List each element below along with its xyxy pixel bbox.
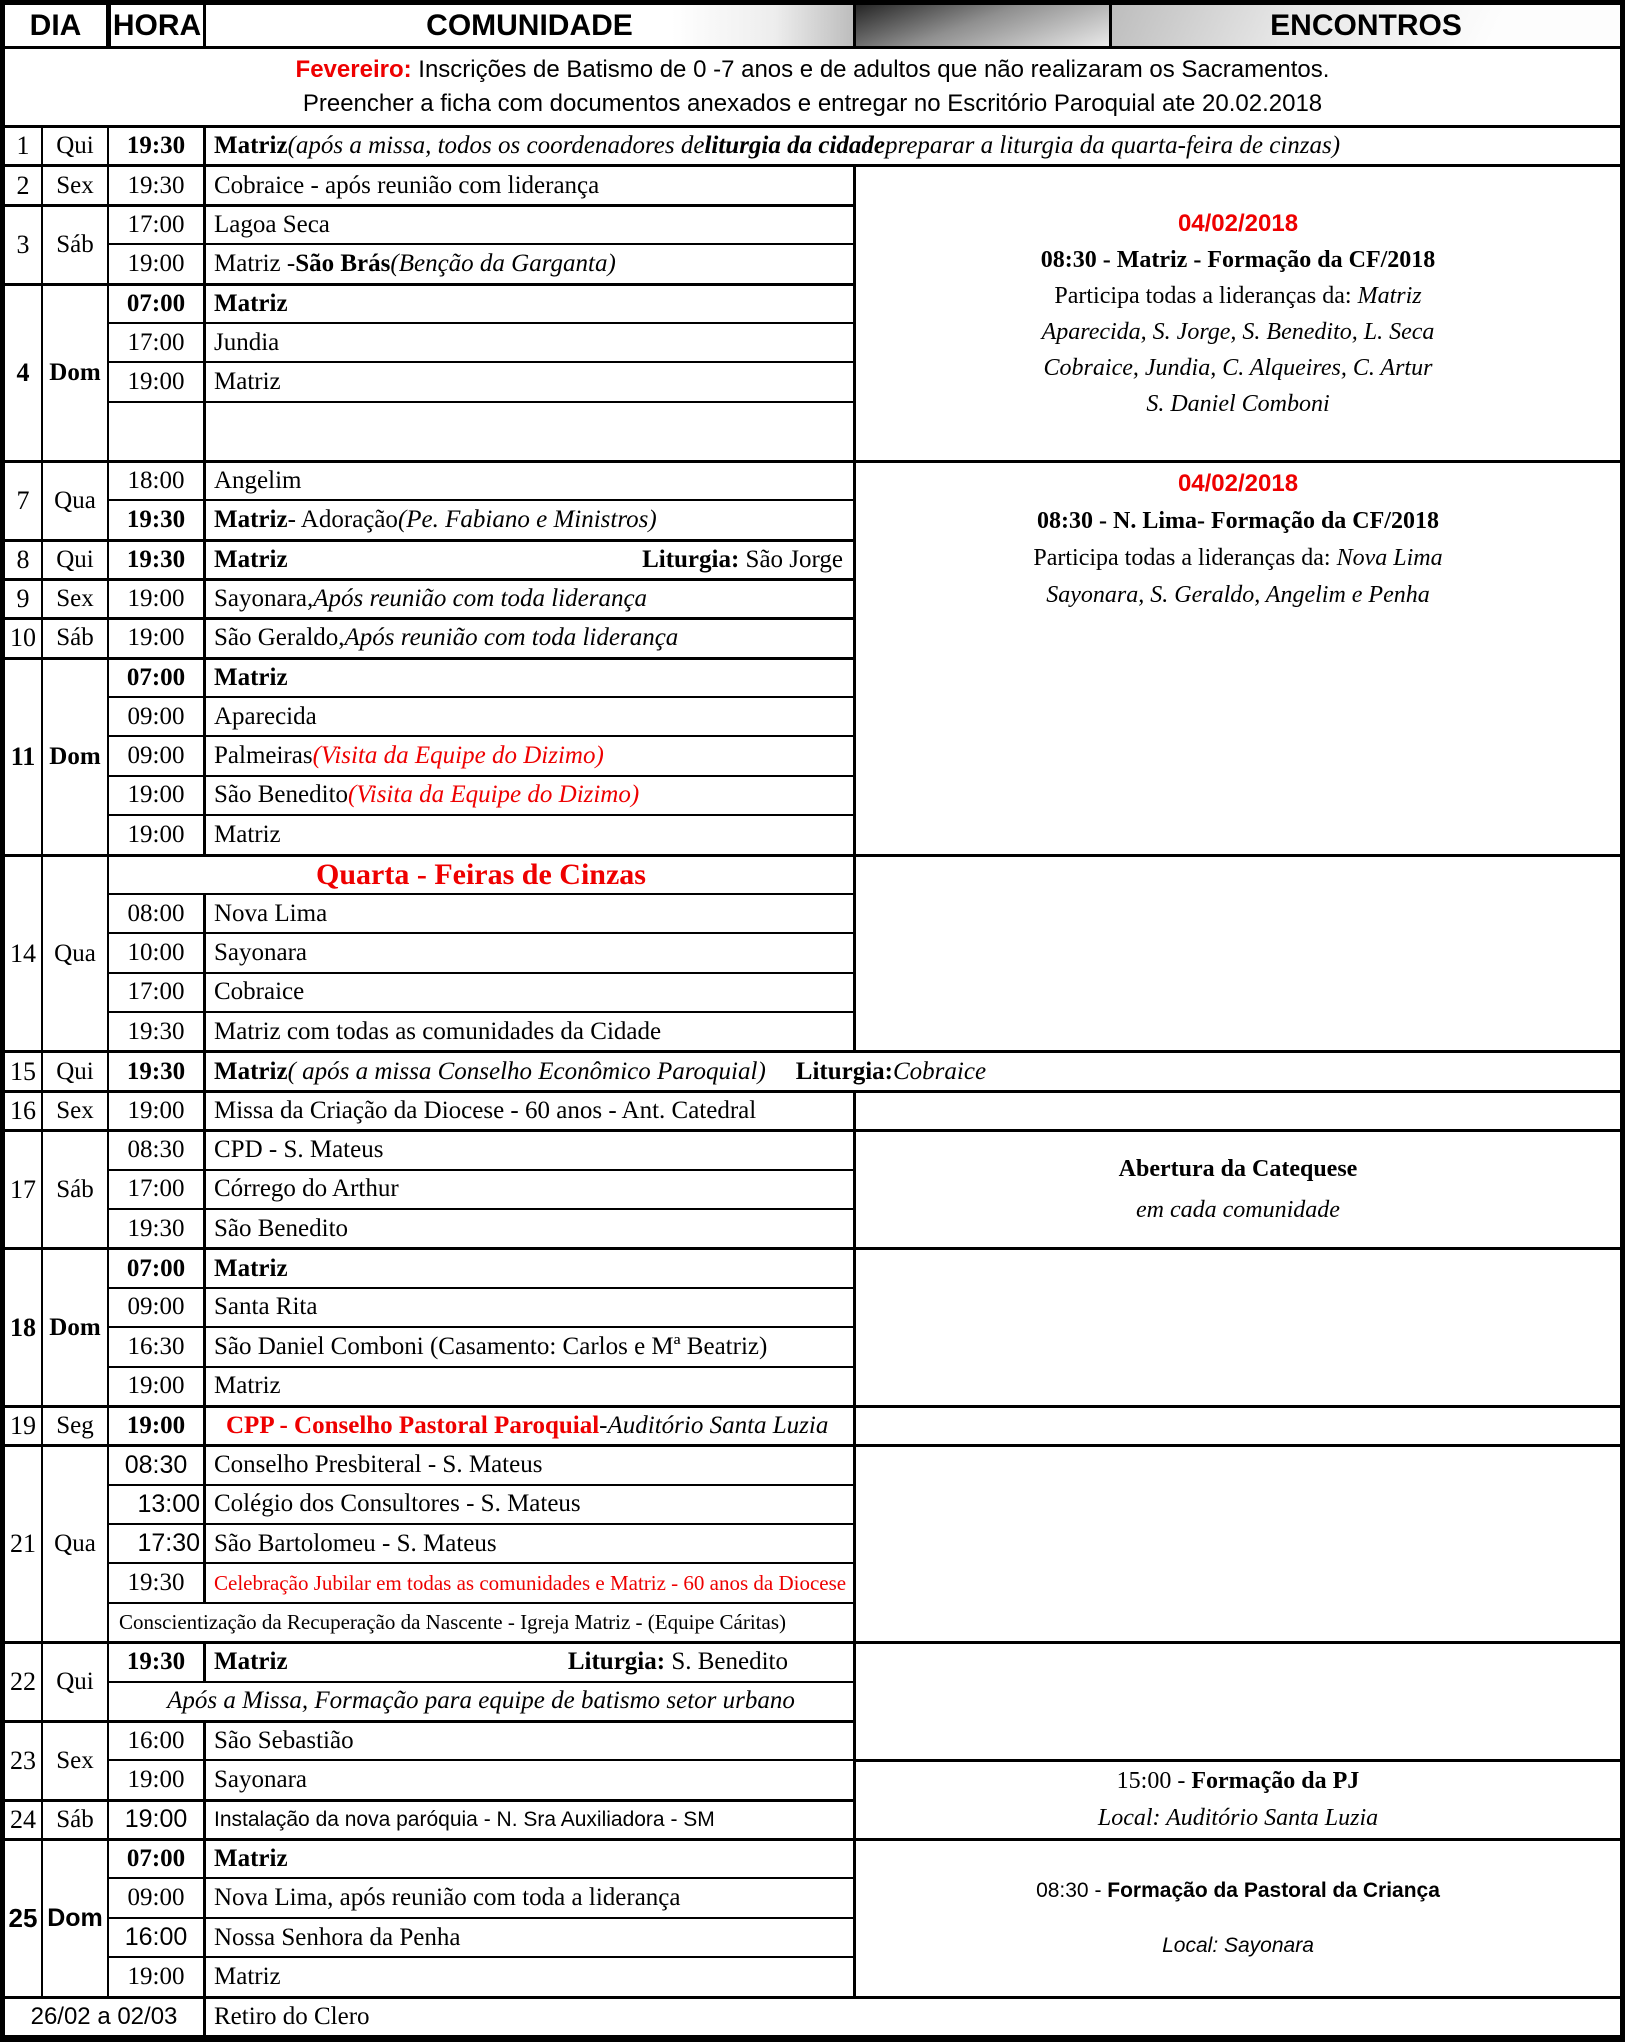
community-cell bbox=[206, 775, 856, 814]
community-cell bbox=[206, 401, 856, 460]
encontros-line bbox=[1146, 386, 1329, 422]
text-segment: Aparecida bbox=[214, 702, 317, 730]
community-cell bbox=[206, 617, 856, 656]
text-segment: São Brás bbox=[295, 249, 391, 277]
time-cell: 19:00 bbox=[109, 361, 206, 400]
community-cell bbox=[206, 125, 1620, 164]
weekday-cell: Sex bbox=[43, 1090, 109, 1129]
time-cell: 17:00 bbox=[109, 322, 206, 361]
time-cell: 07:00 bbox=[109, 1247, 206, 1286]
community-cell bbox=[206, 539, 856, 578]
encontros-line bbox=[1119, 1149, 1358, 1190]
community-cell bbox=[206, 1129, 856, 1168]
date-range-cell: 26/02 a 02/03 bbox=[5, 1996, 206, 2035]
community-cell bbox=[206, 1444, 856, 1483]
time-cell: 19:00 bbox=[109, 1799, 206, 1838]
text-segment: Matriz bbox=[214, 1648, 288, 1676]
time-cell: 19:30 bbox=[109, 1050, 206, 1089]
time-cell: 08:30 bbox=[109, 1444, 206, 1483]
text-segment: S. Benedito bbox=[671, 1648, 788, 1676]
text-segment: 08:30 - N. Lima- Formação da CF/2018 bbox=[1037, 507, 1439, 534]
time-cell: 19:00 bbox=[109, 617, 206, 656]
time-cell: 19:30 bbox=[109, 1562, 206, 1601]
community-cell bbox=[206, 499, 856, 538]
day-number-cell: 10 bbox=[5, 617, 43, 656]
community-cell bbox=[206, 1247, 856, 1286]
community-cell bbox=[206, 1208, 856, 1247]
encontros-block bbox=[856, 1090, 1620, 1129]
text-segment: Local: Auditório Santa Luzia bbox=[1097, 1805, 1379, 1832]
encontros-block bbox=[856, 1641, 1620, 1759]
text-segment: Matriz bbox=[214, 1254, 288, 1282]
community-cell bbox=[109, 1681, 856, 1720]
time-cell: 09:00 bbox=[109, 1877, 206, 1916]
text-segment: Angelim bbox=[214, 466, 302, 494]
community-cell bbox=[206, 1877, 856, 1916]
time-cell: 19:30 bbox=[109, 1208, 206, 1247]
text-segment: S. Daniel Comboni bbox=[1146, 390, 1330, 417]
time-cell: 19:00 bbox=[109, 1405, 206, 1444]
header-dia-label: DIA bbox=[29, 8, 82, 42]
text-segment: Matriz - bbox=[214, 249, 296, 277]
header-comunidade bbox=[206, 5, 856, 46]
liturgia-note bbox=[568, 1648, 853, 1676]
time-cell: 19:30 bbox=[109, 1641, 206, 1680]
time-cell: 08:30 bbox=[109, 1129, 206, 1168]
text-segment: Sayonara, bbox=[214, 585, 314, 613]
community-cell bbox=[206, 1326, 856, 1365]
community-cell bbox=[206, 1996, 1620, 2035]
weekday-cell: Dom bbox=[43, 283, 109, 460]
day-number-cell: 8 bbox=[5, 539, 43, 578]
text-segment: preparar a liturgia da quarta-feira de cinzas) bbox=[885, 132, 1341, 160]
time-cell: 07:00 bbox=[109, 283, 206, 322]
encontros-block bbox=[856, 1247, 1620, 1405]
text-segment: Cobraice bbox=[214, 978, 305, 1006]
day-number-cell: 16 bbox=[5, 1090, 43, 1129]
text-segment: Formação da PJ bbox=[1191, 1768, 1360, 1795]
community-cell bbox=[206, 657, 856, 696]
weekday-cell: Qua bbox=[43, 854, 109, 1051]
community-cell bbox=[206, 164, 856, 203]
text-segment: Formação da Pastoral da Criança bbox=[1107, 1879, 1440, 1903]
encontros-line bbox=[1046, 577, 1430, 614]
header-encontros bbox=[1112, 5, 1620, 46]
day-number-cell: 9 bbox=[5, 578, 43, 617]
community-cell bbox=[206, 1287, 856, 1326]
day-number-cell: 22 bbox=[5, 1641, 43, 1720]
day-number-cell: 15 bbox=[5, 1050, 43, 1089]
time-cell: 19:30 bbox=[109, 125, 206, 164]
liturgia-note bbox=[642, 546, 853, 574]
weekday-cell: Seg bbox=[43, 1405, 109, 1444]
text-segment: Matriz bbox=[214, 1372, 281, 1400]
encontros-line bbox=[1178, 206, 1298, 242]
day-number-cell: 18 bbox=[5, 1247, 43, 1405]
weekday-cell: Sáb bbox=[43, 1129, 109, 1247]
text-segment: Lagoa Seca bbox=[214, 210, 330, 238]
time-cell: 17:00 bbox=[109, 1169, 206, 1208]
community-cell bbox=[206, 1405, 856, 1444]
time-cell: 17:00 bbox=[109, 204, 206, 243]
text-segment: Matriz bbox=[214, 367, 281, 395]
text-segment: - bbox=[599, 1412, 608, 1440]
time-cell: 19:30 bbox=[109, 164, 206, 203]
text-segment: São Sebastião bbox=[214, 1727, 354, 1755]
day-number-cell: 11 bbox=[5, 657, 43, 854]
text-segment: São Jorge bbox=[745, 545, 843, 573]
text-segment: Santa Rita bbox=[214, 1293, 318, 1321]
text-segment: Liturgia: bbox=[795, 1057, 893, 1085]
community-cell bbox=[206, 1562, 856, 1601]
time-cell: 09:00 bbox=[109, 1287, 206, 1326]
text-segment: Matriz bbox=[214, 1845, 288, 1873]
text-segment: (após a missa, todos os coordenadores de bbox=[287, 132, 705, 160]
time-cell: 19:00 bbox=[109, 775, 206, 814]
banner-line-2: Preencher a ficha com documentos anexados e entregar no Escritório Paroquial ate 20.02.2018 bbox=[302, 90, 1323, 117]
text-segment: São Daniel Comboni (Casamento: Carlos e Mª Beatriz) bbox=[214, 1332, 768, 1360]
text-segment: 08:30 - bbox=[1036, 1879, 1108, 1903]
community-cell bbox=[206, 893, 856, 932]
day-number-cell: 7 bbox=[5, 460, 43, 539]
community-cell bbox=[109, 854, 856, 893]
time-cell: 19:30 bbox=[109, 539, 206, 578]
text-segment: Nossa Senhora da Penha bbox=[214, 1923, 461, 1951]
text-segment: São Benedito bbox=[214, 1214, 349, 1242]
header-comunidade-label: COMUNIDADE bbox=[426, 8, 633, 42]
text-segment: Matriz bbox=[1357, 282, 1422, 309]
weekday-cell: Qui bbox=[43, 125, 109, 164]
day-number-cell: 21 bbox=[5, 1444, 43, 1641]
text-segment: Matriz bbox=[214, 132, 288, 160]
text-segment: Colégio dos Consultores - S. Mateus bbox=[214, 1490, 581, 1518]
time-cell: 13:00 bbox=[109, 1484, 206, 1523]
encontros-line bbox=[1036, 1863, 1440, 1918]
weekday-cell: Sex bbox=[43, 578, 109, 617]
text-segment: Cobraice - após reunião com liderança bbox=[214, 171, 600, 199]
header-dia bbox=[5, 5, 109, 46]
encontros-line bbox=[1178, 465, 1298, 503]
community-cell bbox=[206, 1090, 856, 1129]
time-cell: 08:00 bbox=[109, 893, 206, 932]
community-cell bbox=[206, 972, 856, 1011]
text-segment: Matriz bbox=[214, 820, 281, 848]
weekday-cell: Qui bbox=[43, 539, 109, 578]
time-cell: 19:00 bbox=[109, 814, 206, 853]
encontros-line bbox=[1098, 1800, 1378, 1837]
community-cell bbox=[206, 283, 856, 322]
time-cell: 19:00 bbox=[109, 1366, 206, 1405]
encontros-line bbox=[1044, 350, 1433, 386]
community-cell bbox=[206, 1523, 856, 1562]
time-cell: 19:00 bbox=[109, 1956, 206, 1995]
community-cell bbox=[206, 1050, 1620, 1089]
weekday-cell: Sáb bbox=[43, 204, 109, 283]
time-cell: 19:30 bbox=[109, 1011, 206, 1050]
community-cell bbox=[206, 1799, 856, 1838]
community-cell bbox=[206, 1366, 856, 1405]
time-cell: 19:00 bbox=[109, 1759, 206, 1798]
text-segment: Liturgia: bbox=[567, 1648, 672, 1676]
text-segment: Participa todas a lideranças da: bbox=[1054, 282, 1358, 309]
text-segment: Local: Sayonara bbox=[1162, 1934, 1314, 1958]
time-cell: 19:00 bbox=[109, 1090, 206, 1129]
text-segment: Após a Missa, Formação para equipe de batismo setor urbano bbox=[167, 1687, 795, 1715]
encontros-block bbox=[856, 1405, 1620, 1444]
text-segment: ( após a missa Conselho Econômico Paroquial) bbox=[287, 1057, 766, 1085]
weekday-cell: Sex bbox=[43, 1720, 109, 1799]
text-segment: Jundia bbox=[214, 328, 280, 356]
text-segment: Palmeiras bbox=[214, 742, 313, 770]
community-cell bbox=[206, 735, 856, 774]
day-number-cell: 2 bbox=[5, 164, 43, 203]
day-number-cell: 17 bbox=[5, 1129, 43, 1247]
time-cell: 09:00 bbox=[109, 735, 206, 774]
text-segment: Retiro do Clero bbox=[214, 2002, 370, 2030]
community-cell bbox=[206, 361, 856, 400]
text-segment: Liturgia: bbox=[642, 545, 746, 573]
weekday-cell: Qua bbox=[43, 460, 109, 539]
encontros-block bbox=[856, 854, 1620, 1051]
community-cell bbox=[206, 1917, 856, 1956]
encontros-line bbox=[1042, 314, 1435, 350]
text-segment: - Adoração bbox=[287, 505, 398, 533]
day-number-cell: 1 bbox=[5, 125, 43, 164]
day-number-cell: 23 bbox=[5, 1720, 43, 1799]
text-segment: Cobraice bbox=[893, 1057, 987, 1085]
text-segment: Participa todas a lideranças da: bbox=[1033, 545, 1337, 572]
text-segment: CPP - Conselho Pastoral Paroquial bbox=[226, 1412, 600, 1440]
community-cell bbox=[206, 1484, 856, 1523]
month-banner bbox=[5, 49, 1620, 125]
day-number-cell: 14 bbox=[5, 854, 43, 1051]
text-segment: Matriz bbox=[214, 289, 288, 317]
time-cell: 16:30 bbox=[109, 1326, 206, 1365]
banner-line-1-text: Inscrições de Batismo de 0 -7 anos e de adultos que não realizaram os Sacramentos. bbox=[411, 56, 1330, 83]
month-label: Fevereiro: bbox=[295, 56, 412, 83]
text-segment: Conselho Presbiteral - S. Mateus bbox=[214, 1451, 543, 1479]
table-header-row bbox=[5, 5, 1620, 49]
text-segment: Matriz bbox=[214, 1057, 288, 1085]
community-cell bbox=[206, 243, 856, 282]
day-number-cell: 3 bbox=[5, 204, 43, 283]
text-segment: Sayonara bbox=[214, 939, 308, 966]
weekday-cell: Dom bbox=[43, 657, 109, 854]
text-segment: Sayonara, S. Geraldo, Angelim e Penha bbox=[1046, 582, 1430, 609]
time-cell: 17:30 bbox=[109, 1523, 206, 1562]
text-segment: (Visita da Equipe do Dizimo) bbox=[312, 742, 604, 770]
header-hora-label: HORA bbox=[112, 8, 202, 42]
weekday-cell: Dom bbox=[43, 1247, 109, 1405]
encontros-block bbox=[856, 164, 1620, 459]
weekday-cell: Dom bbox=[43, 1838, 109, 1996]
weekday-cell: Qui bbox=[43, 1641, 109, 1720]
encontros-block bbox=[856, 1759, 1620, 1838]
text-segment: São Geraldo, bbox=[214, 624, 345, 652]
text-segment: Matriz com todas as comunidades da Cidade bbox=[214, 1017, 662, 1045]
encontros-block bbox=[856, 1444, 1620, 1641]
time-cell: 19:00 bbox=[109, 578, 206, 617]
community-cell bbox=[206, 932, 856, 971]
community-cell bbox=[109, 1602, 856, 1641]
community-cell bbox=[206, 322, 856, 361]
community-cell bbox=[206, 204, 856, 243]
community-cell bbox=[206, 1169, 856, 1208]
text-segment: Matriz bbox=[214, 545, 288, 573]
community-cell bbox=[206, 1956, 856, 1995]
text-segment: 04/02/2018 bbox=[1177, 469, 1299, 497]
encontros-line bbox=[1054, 278, 1421, 314]
text-segment: Matriz bbox=[214, 505, 288, 533]
text-segment: Nova Lima bbox=[214, 899, 328, 927]
text-segment: Cobraice, Jundia, C. Alqueires, C. Artur bbox=[1043, 354, 1433, 381]
header-encontros-label: ENCONTROS bbox=[1270, 8, 1462, 42]
weekday-cell: Sáb bbox=[43, 1799, 109, 1838]
banner-line-1 bbox=[5, 53, 1620, 87]
text-segment: 04/02/2018 bbox=[1177, 209, 1299, 237]
day-number-cell: 24 bbox=[5, 1799, 43, 1838]
day-number-cell: 25 bbox=[5, 1838, 43, 1996]
time-cell: 16:00 bbox=[109, 1720, 206, 1759]
text-segment: 15:00 - bbox=[1116, 1768, 1192, 1795]
text-segment: São Benedito bbox=[214, 781, 349, 809]
text-segment: liturgia da cidade bbox=[704, 132, 886, 160]
community-cell bbox=[206, 578, 856, 617]
day-number-cell: 4 bbox=[5, 283, 43, 460]
text-segment: (Visita da Equipe do Dizimo) bbox=[348, 781, 640, 809]
text-segment: Nova Lima, após reunião com toda a liderança bbox=[214, 1884, 681, 1912]
header-gradient-artifact bbox=[856, 5, 1112, 46]
time-cell: 09:00 bbox=[109, 696, 206, 735]
encontros-block bbox=[856, 1838, 1620, 1996]
community-cell bbox=[206, 1011, 856, 1050]
text-segment: 08:30 - Matriz - Formação da CF/2018 bbox=[1040, 246, 1436, 273]
text-segment: Aparecida, S. Jorge, S. Benedito, L. Seca bbox=[1041, 318, 1435, 345]
weekday-cell: Qua bbox=[43, 1444, 109, 1641]
time-cell: 19:30 bbox=[109, 499, 206, 538]
community-cell bbox=[206, 1720, 856, 1759]
time-cell: 10:00 bbox=[109, 932, 206, 971]
time-cell: 07:00 bbox=[109, 657, 206, 696]
text-segment: Abertura da Catequese bbox=[1118, 1155, 1358, 1182]
encontros-block bbox=[856, 460, 1620, 854]
text-segment: (Pe. Fabiano e Ministros) bbox=[397, 505, 657, 533]
text-segment: Matriz bbox=[214, 663, 288, 691]
time-cell: 18:00 bbox=[109, 460, 206, 499]
time-cell: 16:00 bbox=[109, 1917, 206, 1956]
text-segment: CPD - S. Mateus bbox=[214, 1136, 384, 1164]
encontros-block bbox=[856, 1129, 1620, 1247]
encontros-line bbox=[1037, 503, 1439, 540]
weekday-cell: Sáb bbox=[43, 617, 109, 656]
encontros-line bbox=[1041, 242, 1436, 278]
header-hora bbox=[109, 5, 206, 46]
text-segment: Após reunião com toda liderança bbox=[313, 585, 648, 613]
community-cell bbox=[206, 1838, 856, 1877]
community-cell bbox=[206, 460, 856, 499]
text-segment: em cada comunidade bbox=[1136, 1196, 1340, 1223]
weekday-cell: Qui bbox=[43, 1050, 109, 1089]
text-segment: Celebração Jubilar em todas as comunidades e Matriz - 60 anos da Diocese bbox=[214, 1570, 847, 1595]
community-cell bbox=[206, 814, 856, 853]
encontros-line bbox=[1136, 1190, 1340, 1231]
text-segment: Auditório Santa Luzia bbox=[607, 1412, 829, 1440]
text-segment: Córrego do Arthur bbox=[214, 1175, 399, 1203]
schedule-grid bbox=[5, 125, 1620, 2035]
text-segment: Instalação da nova paróquia - N. Sra Auxiliadora - SM bbox=[214, 1807, 715, 1831]
text-segment: Conscientização da Recuperação da Nascente - Igreja Matriz - (Equipe Cáritas) bbox=[119, 1609, 787, 1634]
time-cell: 17:00 bbox=[109, 972, 206, 1011]
encontros-line bbox=[1033, 540, 1442, 577]
community-cell bbox=[206, 696, 856, 735]
time-cell bbox=[109, 401, 206, 460]
text-segment: Missa da Criação da Diocese - 60 anos - Ant. Catedral bbox=[214, 1097, 757, 1125]
time-cell: 07:00 bbox=[109, 1838, 206, 1877]
text-segment: Sayonara bbox=[214, 1766, 308, 1794]
text-segment: Quarta - Feiras de Cinzas bbox=[316, 857, 646, 891]
text-segment: (Benção da Garganta) bbox=[390, 249, 616, 277]
weekday-cell: Sex bbox=[43, 164, 109, 203]
encontros-line bbox=[1162, 1918, 1314, 1973]
encontros-line bbox=[1117, 1763, 1360, 1800]
text-segment: Nova Lima bbox=[1336, 545, 1443, 572]
day-number-cell: 19 bbox=[5, 1405, 43, 1444]
text-segment: Matriz bbox=[214, 1962, 281, 1990]
text-segment: Após reunião com toda liderança bbox=[344, 624, 679, 652]
time-cell: 19:00 bbox=[109, 243, 206, 282]
text-segment: São Bartolomeu - S. Mateus bbox=[214, 1529, 497, 1557]
community-cell bbox=[206, 1759, 856, 1798]
community-cell bbox=[206, 1641, 856, 1680]
